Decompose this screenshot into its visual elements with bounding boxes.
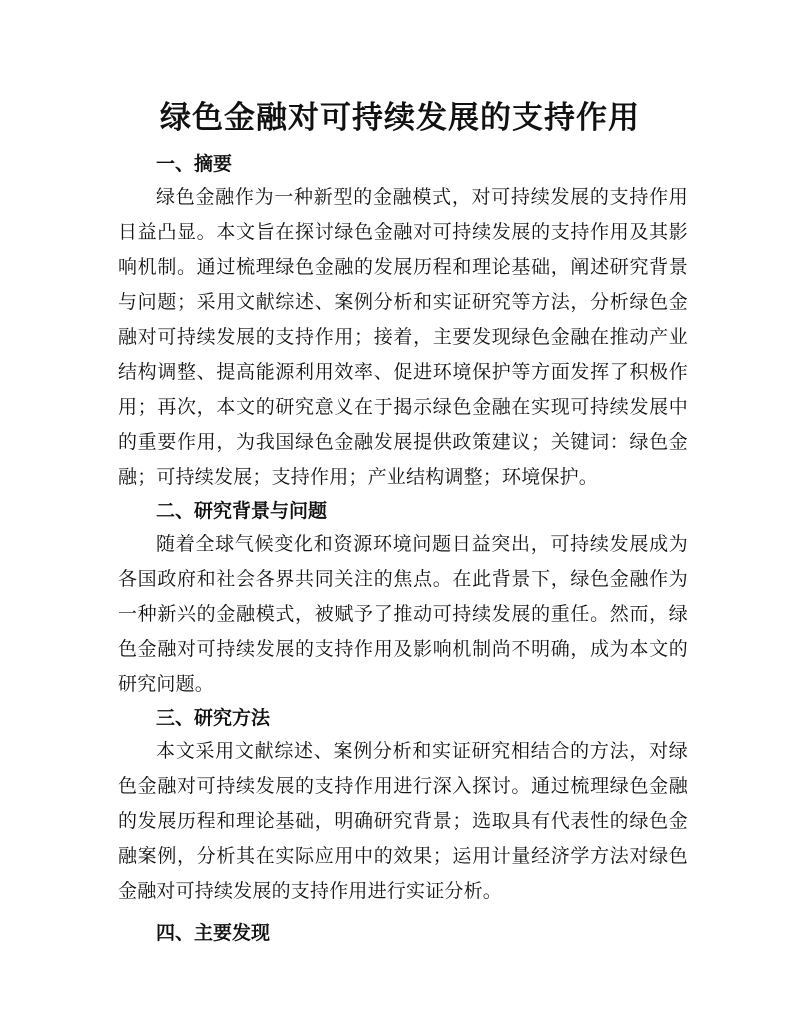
section-heading-background: 二、研究背景与问题: [156, 500, 328, 522]
section-paragraph-abstract: 绿色金融作为一种新型的金融模式，对可持续发展的支持作用日益凸显。本文旨在探讨绿色金融对可持续发展的支持作用及其影响机制。通过梳理绿色金融的发展历程和理论基础，阐述研究背景与问题；采用文献综述、案例分析和实证研究等方法，分析绿色金融对可持续发展的支持作用；接着，主要发现绿色金融在推动产业结构调整、提高能源利用效率、促进环境保护等方面发挥了积极作用；再次，本文的研究意义在于揭示绿色金融在实现可持续发展中的重要作用，为我国绿色金融发展提供政策建议；关键词：绿色金融；可持续发展；支持作用；产业结构调整；环境保护。: [118, 186, 688, 488]
section-heading-abstract: 一、摘要: [156, 153, 233, 175]
document-body: [118, 148, 688, 949]
section-paragraph-background: 随着全球气候变化和资源环境问题日益突出，可持续发展成为各国政府和社会各界共同关注的焦点。在此背景下，绿色金融作为一种新兴的金融模式，被赋予了推动可持续发展的重任。然而，绿色金融对可持续发展的支持作用及影响机制尚不明确，成为本文的研究问题。: [118, 533, 688, 695]
section-heading-methods: 三、研究方法: [156, 707, 271, 729]
section-gap: [118, 909, 688, 917]
document-title: 绿色金融对可持续发展的支持作用: [160, 100, 640, 136]
section-paragraph-methods: 本文采用文献综述、案例分析和实证研究相结合的方法，对绿色金融对可持续发展的支持作用进行深入探讨。通过梳理绿色金融的发展历程和理论基础，明确研究背景；选取具有代表性的绿色金融案例，分析其在实际应用中的效果；运用计量经济学方法对绿色金融对可持续发展的支持作用进行实证分析。: [118, 740, 688, 902]
section-heading-findings: 四、主要发现: [156, 922, 271, 944]
